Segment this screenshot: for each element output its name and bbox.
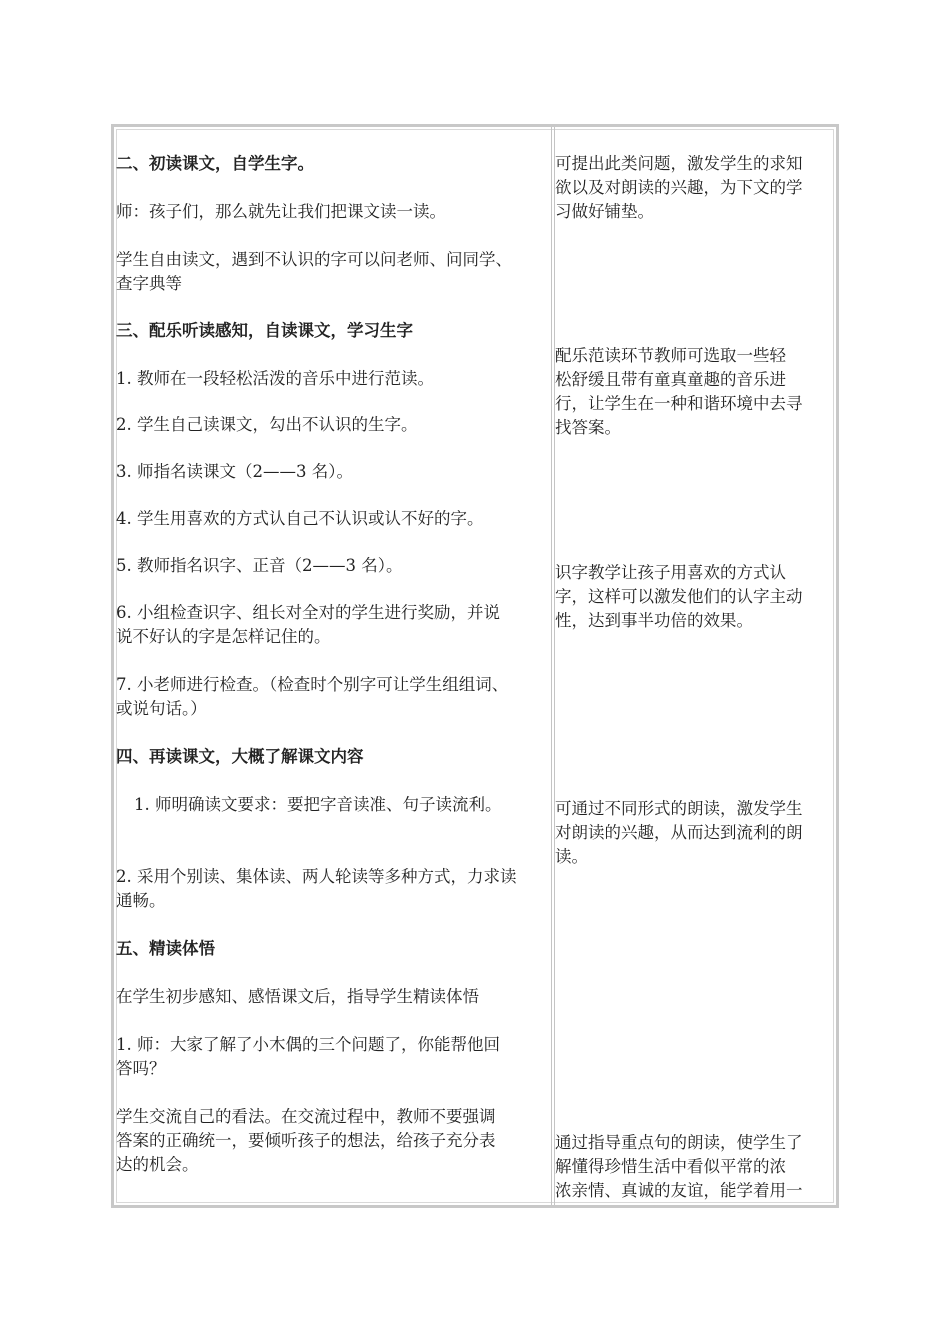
step-item: 2. 采用个别读、集体读、两人轮读等多种方式，力求读 bbox=[116, 867, 517, 886]
note-text: 可通过不同形式的朗读，激发学生 bbox=[555, 799, 803, 818]
section-heading-4: 四、再读课文，大概了解课文内容 bbox=[116, 747, 364, 766]
step-item: 或说句话。） bbox=[116, 699, 207, 718]
note-text: 对朗读的兴趣，从而达到流利的朗 bbox=[555, 823, 803, 842]
step-item: 5. 教师指名识字、正音（2——3 名）。 bbox=[116, 556, 403, 575]
note-text: 性，达到事半功倍的效果。 bbox=[555, 611, 753, 630]
paragraph: 1. 师：大家了解了小木偶的三个问题了，你能帮他回 bbox=[116, 1035, 500, 1054]
paragraph: 学生交流自己的看法。在交流过程中，教师不要强调 bbox=[116, 1107, 496, 1126]
step-item: 1. 教师在一段轻松活泼的音乐中进行范读。 bbox=[116, 369, 434, 388]
note-text: 字，这样可以激发他们的认字主动 bbox=[555, 587, 803, 606]
step-item: 通畅。 bbox=[116, 891, 166, 910]
note-text: 行，让学生在一种和谐环境中去寻 bbox=[555, 394, 803, 413]
note-text: 松舒缓且带有童真童趣的音乐进 bbox=[555, 370, 786, 389]
step-item: 6. 小组检查识字、组长对全对的学生进行奖励，并说 bbox=[116, 603, 500, 622]
note-text: 找答案。 bbox=[555, 418, 621, 437]
step-item: 2. 学生自己读课文，勾出不认识的生字。 bbox=[116, 415, 418, 434]
note-text: 浓亲情、真诚的友谊，能学着用一 bbox=[555, 1181, 803, 1200]
note-text: 可提出此类问题，激发学生的求知 bbox=[555, 154, 803, 173]
step-item: 7. 小老师进行检查。（检查时个别字可让学生组组词、 bbox=[116, 675, 509, 694]
section-heading-5: 五、精读体悟 bbox=[116, 939, 215, 958]
step-item: 4. 学生用喜欢的方式认自己不认识或认不好的字。 bbox=[116, 509, 484, 528]
note-text: 读。 bbox=[555, 847, 588, 866]
note-text: 解懂得珍惜生活中看似平常的浓 bbox=[555, 1157, 786, 1176]
note-text: 欲以及对朗读的兴趣，为下文的学 bbox=[555, 178, 803, 197]
paragraph: 答吗？ bbox=[116, 1059, 166, 1078]
paragraph: 答案的正确统一，要倾听孩子的想法，给孩子充分表 bbox=[116, 1131, 496, 1150]
paragraph: 师：孩子们，那么就先让我们把课文读一读。 bbox=[116, 202, 446, 221]
step-item: 1. 师明确读文要求：要把字音读准、句子读流利。 bbox=[134, 795, 502, 814]
note-text: 配乐范读环节教师可选取一些轻 bbox=[555, 346, 786, 365]
section-heading-3: 三、配乐听读感知，自读课文，学习生字 bbox=[116, 321, 413, 340]
note-text: 通过指导重点句的朗读，使学生了 bbox=[555, 1133, 803, 1152]
column-divider bbox=[551, 127, 555, 1205]
paragraph: 查字典等 bbox=[116, 274, 182, 293]
step-item: 说不好认的字是怎样记住的。 bbox=[116, 627, 331, 646]
note-text: 习做好铺垫。 bbox=[555, 202, 654, 221]
paragraph: 达的机会。 bbox=[116, 1155, 199, 1174]
paragraph: 在学生初步感知、感悟课文后，指导学生精读体悟 bbox=[116, 987, 479, 1006]
paragraph: 学生自由读文，遇到不认识的字可以问老师、问同学、 bbox=[116, 250, 512, 269]
note-text: 识字教学让孩子用喜欢的方式认 bbox=[555, 563, 786, 582]
step-item: 3. 师指名读课文（2——3 名）。 bbox=[116, 462, 353, 481]
section-heading-2: 二、初读课文，自学生字。 bbox=[116, 154, 314, 173]
